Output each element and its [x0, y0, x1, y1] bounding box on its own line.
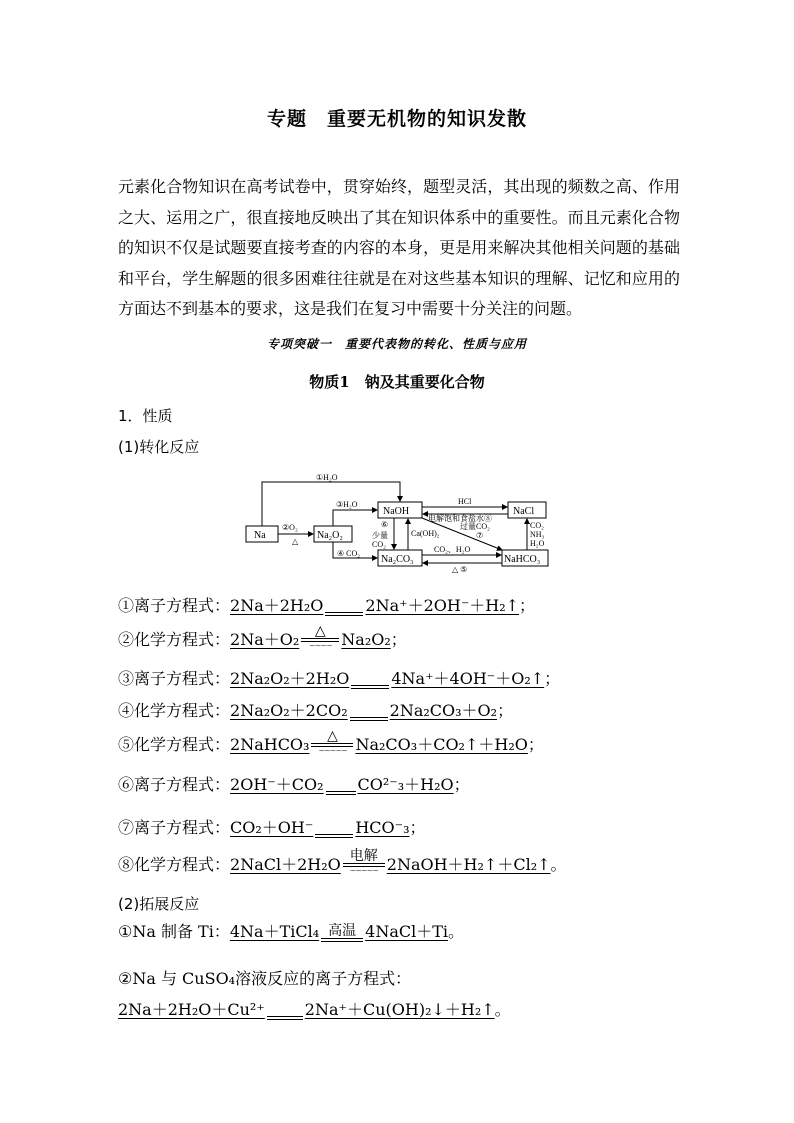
intro-paragraph: 元素化合物知识在高考试卷中，贯穿始终，题型灵活，其出现的频数之高、作用之大、运用之广，很直接地反映出了其在知识体系中的重要性。而且元素化合物的知识不仅是试题要直接考查的内容的本身，更是用来解决其他相关问题的基础和平台，学生解题的很多困难往往就是在对这些基本知识的理解、记忆和应用的方面达不到基本的要求，这是我们在复习中需要十分关注的问题。 — [118, 177, 680, 318]
label-co2h2o: CO₂、H₂O — [434, 545, 471, 554]
label-5: △ ⑤ — [452, 565, 468, 574]
node-na2o2-label: Na₂O₂ — [317, 530, 343, 541]
equation-label: ①Na 制备 Ti： — [118, 922, 230, 941]
equation-left: 2Na＋O₂ — [230, 630, 300, 649]
subsection-title: 物质1 钠及其重要化合物 — [309, 373, 485, 391]
label-2: ②O₂ — [282, 523, 298, 532]
equation-line: ⑧化学方程式：2NaCl＋2H₂O 电解 ~~~~~ 2NaOH＋H₂↑＋Cl₂↑。 — [118, 848, 567, 875]
equation-right: HCO⁻₃ — [355, 818, 410, 837]
equation-right: Na₂O₂ — [341, 630, 391, 649]
equals-sign — [267, 1016, 303, 1020]
label-8: 电解饱和食盐水⑧ — [428, 514, 492, 523]
equals-sign — [326, 791, 356, 795]
equation-right: CO²⁻₃＋H₂O — [357, 775, 454, 794]
equation-right: 2NaOH＋H₂↑＋Cl₂↑ — [386, 855, 551, 874]
label-6b: CO₂ — [372, 540, 386, 549]
equation-left: CO₂＋OH⁻ — [230, 818, 314, 837]
equation-line: ①离子方程式：2Na＋2H₂O 2Na⁺＋2OH⁻＋H₂↑； — [118, 596, 536, 615]
equation-left: 2OH⁻＋CO₂ — [230, 775, 324, 794]
label-6: ⑥ — [381, 520, 389, 529]
equation-right: 4NaCl＋Ti — [365, 922, 449, 941]
label-6a: 少量 — [372, 531, 388, 540]
equation-right: 2Na⁺＋2OH⁻＋H₂↑ — [365, 596, 520, 615]
label-7a: 过量CO₂ — [460, 522, 490, 531]
equation-line: ②化学方程式：2Na＋O₂ △ ~~~~ Na₂O₂； — [118, 623, 407, 650]
label-r1: CO₂ — [530, 521, 544, 530]
equation-left: 2Na＋2H₂O — [230, 596, 324, 615]
equation-label: ①离子方程式： — [118, 596, 231, 615]
label-1: ①H₂O — [316, 473, 338, 482]
equation-line: ⑦离子方程式：CO₂＋OH⁻ HCO⁻₃； — [118, 818, 426, 837]
condition-arrow: 高温 — [321, 924, 363, 942]
equation-left: 2Na₂O₂＋2CO₂ — [230, 701, 348, 720]
equals-sign — [325, 612, 363, 616]
equation-label: ⑤化学方程式： — [118, 735, 231, 754]
equation-right: 4Na⁺＋4OH⁻＋O₂↑ — [391, 669, 545, 688]
equals-sign — [350, 717, 388, 721]
equation-label: ③离子方程式： — [118, 669, 231, 688]
equation-left: 4Na＋TiCl₄ — [229, 922, 320, 941]
equation-left: 2Na＋2H₂O＋Cu²⁺ — [118, 1000, 265, 1019]
conversion-diagram — [244, 470, 550, 574]
node-na-label: Na — [254, 530, 266, 541]
label-caoh2: Ca(OH)₂ — [411, 529, 440, 538]
item-heading: 1．性质 — [118, 407, 173, 425]
subheading-extension: (2)拓展反应 — [118, 895, 200, 913]
node-na2co3-label: Na₂CO₃ — [381, 554, 414, 565]
node-nahco3-label: NaHCO₃ — [504, 554, 541, 565]
equals-sign — [351, 685, 389, 689]
equation-left: 2Na₂O₂＋2H₂O — [230, 669, 350, 688]
label-hcl: HCl — [458, 497, 472, 506]
equation-right: 2Na⁺＋Cu(OH)₂↓＋H₂↑ — [304, 1000, 495, 1019]
equation-label: ⑦离子方程式： — [118, 818, 231, 837]
equation-label: ②Na 与 CuSO₄溶液反应的离子方程式： — [118, 969, 412, 988]
equation-line: ①Na 制备 Ti：4Na＋TiCl₄ 高温 4NaCl＋Ti。 — [118, 922, 465, 941]
label-2-heat: △ — [292, 537, 299, 546]
equation-left: 2NaHCO₃ — [230, 735, 310, 754]
equation-label: ⑥离子方程式： — [118, 775, 231, 794]
equation-line — [118, 966, 411, 989]
condition-arrow: 电解 ~~~~~ — [343, 849, 385, 875]
equation-right: Na₂CO₃＋CO₂↑＋H₂O — [355, 735, 528, 754]
equation-line: ③离子方程式：2Na₂O₂＋2H₂O 4Na⁺＋4OH⁻＋O₂↑； — [118, 669, 561, 688]
condition-arrow: △ ~~~~~ — [311, 729, 353, 755]
equation-label: ④化学方程式： — [118, 701, 231, 720]
equation-left: 2NaCl＋2H₂O — [230, 855, 341, 874]
equation-line: ⑥离子方程式：2OH⁻＋CO₂ CO²⁻₃＋H₂O； — [118, 775, 470, 794]
page-title: 专题 重要无机物的知识发散 — [266, 108, 527, 130]
equation-label: ②化学方程式： — [118, 630, 231, 649]
subheading-conversion: (1)转化反应 — [118, 438, 200, 456]
label-3: ③H₂O — [336, 500, 358, 509]
equation-line: ④化学方程式：2Na₂O₂＋2CO₂ 2Na₂CO₃＋O₂； — [118, 701, 514, 720]
label-r2: NH₃ — [530, 530, 545, 539]
equation-line: ⑤化学方程式：2NaHCO₃ △ ~~~~~ Na₂CO₃＋CO₂↑＋H₂O； — [118, 728, 544, 755]
section-title: 专项突破一 重要代表物的转化、性质与应用 — [266, 337, 527, 351]
condition-arrow: △ ~~~~ — [301, 624, 339, 650]
equation-label: ⑧化学方程式： — [118, 855, 231, 874]
equals-sign — [315, 834, 353, 838]
equation-line: 2Na＋2H₂O＋Cu²⁺ 2Na⁺＋Cu(OH)₂↓＋H₂↑。 — [118, 1000, 511, 1019]
label-7: ⑦ — [476, 531, 484, 540]
equation-right: 2Na₂CO₃＋O₂ — [389, 701, 498, 720]
node-nacl-label: NaCl — [513, 506, 535, 517]
label-r3: H₂O — [530, 539, 545, 548]
node-naoh-label: NaOH — [383, 506, 410, 517]
label-4: ④ CO₂ — [337, 549, 361, 558]
